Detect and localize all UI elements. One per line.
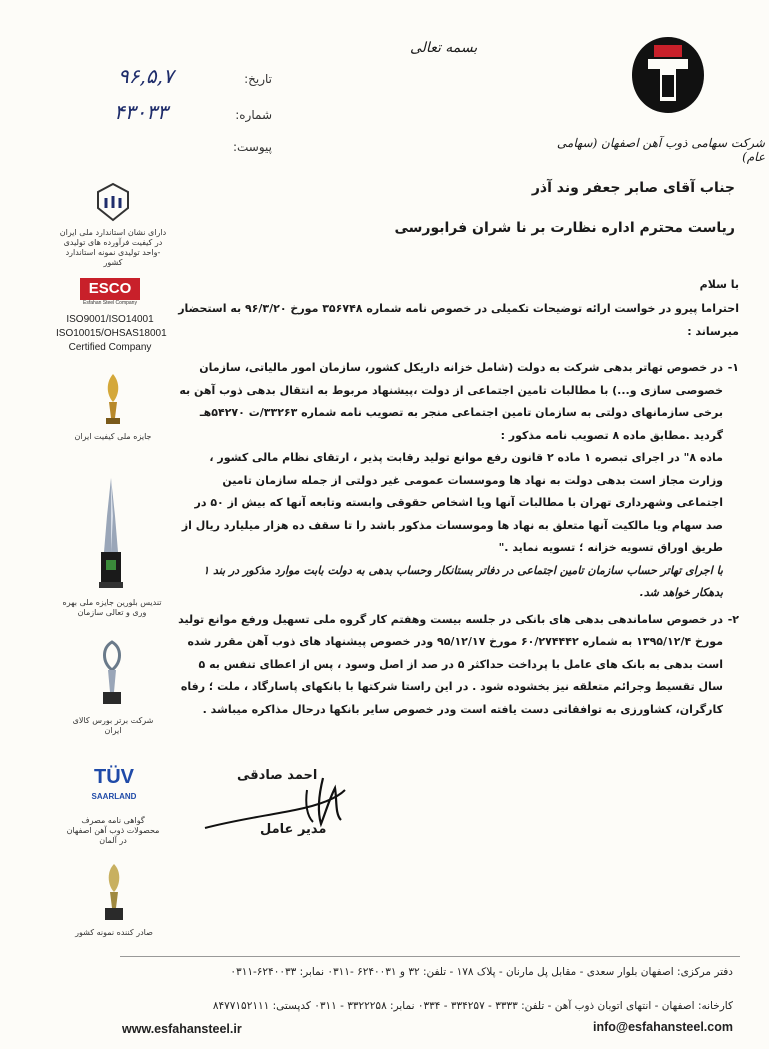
bourse-award-icon — [98, 640, 126, 706]
exporter-award-icon — [100, 862, 128, 922]
esco-logo: ESCO — [80, 278, 140, 300]
item-1-text: در خصوص تهاتر بدهی شرکت به دولت (شامل خزانه داریکل کشور، سازمان امور مالیاتی، سازمان خصوصی سازی و...) با مطالبات تامین اجتماعی از دولت ،پیشنهاد مربوط به انتقال بدهی ذوب آهن به برخی سازمانهای دولتی به سازمان تامین اجتماعی منجر به تصویب نامه شماره ۳۳۲۶۳/ت ۵۴۲۷۰هـ گردید .مطابق ماده ۸ تصویب نامه مذکور : — [179, 361, 723, 442]
quality-award-trophy-icon — [100, 372, 126, 426]
date-label: تاریخ: — [244, 72, 272, 86]
crystal-statue-icon — [96, 476, 126, 590]
award-top-bourse-company: شرکت برتر بورس کالای ایران — [72, 716, 154, 735]
award-exemplary-exporter: صادر کننده نمونه کشور — [75, 928, 153, 937]
award-national-quality: جایزه ملی کیفیت ایران — [74, 432, 152, 441]
signer-name: احمد صادقی — [237, 768, 318, 783]
item-1 — [177, 357, 739, 605]
standard-mark-icon — [96, 182, 130, 222]
item-2-number: ۲- — [727, 612, 739, 626]
certified-company: Certified Company — [68, 342, 152, 353]
tuv-saarland: SAARLAND — [91, 792, 137, 801]
intro-paragraph: احتراما پیرو در خواست ارائه توضیحات تکمیلی در خصوص نامه شماره ۳۵۶۷۴۸ مورخ ۹۶/۳/۲۰ به استحضار میرساند : — [178, 302, 739, 338]
tuv-certificate-text: گواهی نامه مصرف محصولات ذوب آهن اصفهان در آلمان — [66, 816, 160, 845]
footer-factory-address: کارخانه: اصفهان - انتهای اتوبان ذوب آهن - تلفن: ۳۳۳۳ - ۳۳۴۲۵۷ - ۰۳۳۴ نمابر: ۳۳۲۲۲۵۸ - ۰۳۱۱ کدپستی: ۸۴۷۷۱۵۲۱۱۱ — [212, 1000, 733, 1012]
signer-title: مدیر عامل — [260, 822, 327, 837]
letter-body — [177, 298, 739, 721]
item-2 — [177, 609, 739, 722]
item-1-quote: ماده ۸" در اجرای تبصره ۱ ماده ۲ قانون رفع موانع تولید رقابت پذیر ، ارتقای نظام مالی کشور ، وزارت مجاز است بدهی دولت به نهاد ها وموسسات عمومی غیر دولتی از جمله سازمان تامین اجتماعی وشهرداری تهران با مطالبات آنها ویا اشخاص حقوقی وابسته وتابعه آنها که بیش از ۵۰ در صد سهام ویا مالکیت آنها متعلق به نهاد ها وموسسات مذکور باشد را تا سقف ده هزار میلیارد ریال از طریق اوراق تسویه خزانه ؛ تسویه نماید ." — [181, 451, 723, 554]
recipient-name: جناب آقای صابر جعفر وند آذر — [531, 180, 735, 196]
cert-iso-10015: ISO10015/OHSAS18001 — [56, 328, 167, 339]
tuv-logo: TÜV — [94, 766, 134, 788]
footer-divider — [120, 956, 740, 957]
esco-subtitle: Esfahan Steel Company — [83, 300, 137, 306]
company-name: شرکت سهامی ذوب آهن اصفهان (سهامی عام) — [556, 136, 765, 164]
salutation: با سلام — [699, 278, 739, 291]
recipient-title: ریاست محترم اداره نظارت بر نا شران فرابورسی — [394, 220, 735, 236]
cert-iso-9001: ISO9001/ISO14001 — [66, 314, 154, 325]
item-2-text: در خصوص ساماندهی بدهی های بانکی در جلسه بیست وهفتم کار گروه ملی تسهیل ورفع موانع تولید مورخ ۱۳۹۵/۱۲/۴ به شماره ۶۰/۲۷۴۴۴۲ مورخ ۹۵/۱۲/۱۷ ودر خصوص پیشنهاد های ذوب آهن مقرر شده است بدهی به بانک های عامل با پرداخت حداکثر ۵ در صد از اصل وسود ، پس از اعطای تنفس به ۵ سال تقسیط وجرائم متعلقه نیز بخشوده شود . در این راستا شرکتها با بانکهای پاسارگاد ، ملت ؛ رفاه کارگران، کشاورزی به توافقاتی دست یافته است ودر خصوص سایر بانکها درحال مذاکره میباشد . — [178, 612, 723, 716]
standard-text: دارای نشان استاندارد ملی ایران در کیفیت فرآورده های تولیدی -واحد تولیدی نمونه استاندارد کشور — [59, 228, 167, 267]
basmala: بسمه تعالی — [410, 40, 478, 56]
date-value: ۹۶,۵,۷ — [118, 64, 174, 88]
footer-email[interactable]: info@esfahansteel.com — [592, 1020, 733, 1034]
esfahan-steel-logo — [630, 35, 706, 119]
item-1-number: ۱- — [727, 361, 739, 374]
award-productivity-excellence: تندیس بلورین جایزه ملی بهره وری و تعالی سازمان — [62, 598, 162, 617]
number-label: شماره: — [235, 108, 272, 122]
footer-website[interactable]: www.esfahansteel.ir — [122, 1022, 242, 1036]
item-1-italic-note: با اجرای تهاتر حساب سازمان تامین اجتماعی در دفاتر بستانکار وحساب بدهی به دولت بابت موارد مذکور در بند ۱ بدهکار خواهد شد. — [203, 563, 723, 599]
attachment-label: پیوست: — [232, 140, 272, 154]
footer-office-address: دفتر مرکزی: اصفهان بلوار سعدی - مقابل پل مارنان - پلاک ۱۷۸ - تلفن: ۳۲ و ۶۲۴۰۰۳۱ -۰۳۱۱ نمابر: ۶۲۴۰۰۳۳-۰۳۱۱ — [230, 966, 733, 978]
number-value: ۴۳۰۳۳ — [114, 100, 168, 124]
